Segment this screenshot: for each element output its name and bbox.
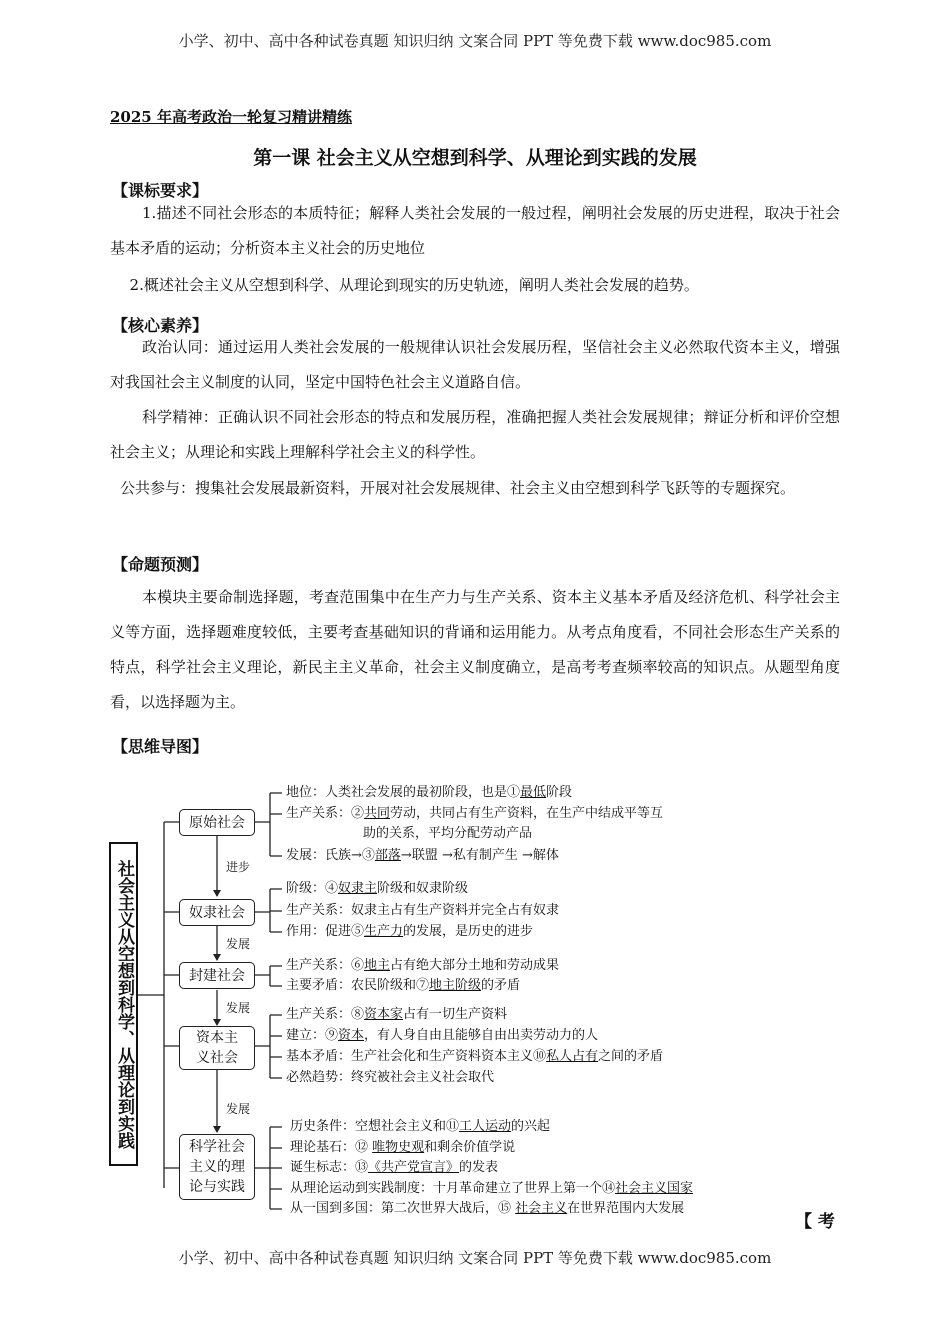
soc-found-tail: 和剩余价值学说	[424, 1140, 516, 1155]
curriculum-item-2	[110, 268, 840, 303]
feudal-contradiction	[286, 976, 520, 996]
arrow-label-progress: 进步	[226, 860, 251, 874]
feudal-contra-tail: 的矛盾	[481, 978, 521, 993]
forecast-paragraph: 本模块主要命制选择题，考查范围集中在生产力与生产关系、资本主义基本矛盾及经济危机、科学社会主义等方面，选择题难度较低，主要考查基础知识的背诵和运用能力。从考点角度看，不同社会形态生产关系的特点，科学社会主义理论，新民主主义革命，社会主义制度确立，是高考考查频率较高的知识点。从题型角度看，以选择题为主。	[110, 588, 840, 711]
primitive-relations-tail: 劳动，共同占有生产资料，在生产中结成平等互	[390, 806, 664, 821]
cap-contra-tail: 之间的矛盾	[598, 1049, 664, 1064]
primitive-relations	[286, 804, 663, 824]
section-heading-mindmap: 【思维导图】	[112, 737, 209, 756]
node-scientific-socialism: 科学社会主义的理论与实践	[179, 1134, 255, 1200]
page-header: 小学、初中、高中各种试卷真题 知识归纳 文案合同 PPT 等免费下载 www.doc985.com	[178, 32, 772, 50]
slave-role	[286, 922, 533, 942]
capitalist-trend: 必然趋势：终究被社会主义社会取代	[286, 1070, 495, 1085]
slave-classes-text: 阶级：④	[286, 881, 339, 896]
answer-5: 生产力	[364, 924, 404, 939]
node-feudal-society: 封建社会	[179, 962, 255, 989]
node-slave-society: 奴隶社会	[179, 899, 255, 926]
socialism-practice	[290, 1179, 693, 1199]
capitalist-contradiction	[286, 1047, 663, 1067]
section-heading-curriculum: 【课标要求】	[112, 181, 209, 200]
answer-6: 地主	[364, 958, 391, 973]
cap-relations-text: 生产关系：⑧	[286, 1007, 365, 1022]
curriculum-item-2-text: 2.概述社会主义从空想到科学、从理论到现实的历史轨迹，阐明人类社会发展的趋势。	[129, 276, 699, 294]
soc-birth-text: 诞生标志：⑬	[290, 1160, 369, 1175]
literacy-public: 公共参与：搜集社会发展最新资料，开展对社会发展规律、社会主义由空想到科学飞跃等的专题探究。	[120, 479, 796, 497]
arrow-label-develop-3: 发展	[226, 1102, 251, 1116]
soc-birth-tail: 的发表	[459, 1160, 499, 1175]
answer-7: 地主阶级	[429, 978, 482, 993]
primitive-bracket	[255, 793, 282, 856]
capitalist-bracket	[255, 1015, 282, 1078]
soc-cond-text: 历史条件：空想社会主义和⑪	[290, 1119, 460, 1134]
slave-relations: 生产关系：奴隶主占有生产资料并完全占有奴隶	[286, 903, 560, 918]
primitive-dev-tail: →联盟 →私有制产生 →解体	[400, 848, 559, 863]
literacy-political: 政治认同：通过运用人类社会发展的一般规律认识社会发展历程，坚信社会主义必然取代资本主义，增强对我国社会主义制度的认同，坚定中国特色社会主义道路自信。	[110, 338, 840, 391]
primitive-status	[286, 783, 572, 803]
series-title: 2025 年高考政治一轮复习精讲精练	[110, 108, 352, 126]
cap-establish-tail: ，有人身自由且能够自由出卖劳动力的人	[364, 1028, 599, 1043]
node-capitalist-society: 资本主义社会	[179, 1026, 255, 1070]
answer-9: 资本	[338, 1028, 365, 1043]
soc-expand-text: 从一国到多国：第二次世界大战后，⑮	[290, 1201, 516, 1216]
section-heading-literacy: 【核心素养】	[112, 316, 209, 335]
capitalist-establish	[286, 1026, 598, 1046]
lesson-title: 第一课 社会主义从空想到科学、从理论到实践的发展	[253, 147, 697, 169]
feudal-relations-text: 生产关系：⑥	[286, 958, 365, 973]
soc-expand-tail: 在世界范围内大发展	[567, 1201, 685, 1216]
answer-12: 唯物史观	[372, 1140, 425, 1155]
slave-classes-tail: 阶级和奴隶阶级	[377, 881, 469, 896]
primitive-dev-text: 发展：氏族→③	[286, 848, 375, 863]
arrow-label-develop-2: 发展	[226, 1001, 251, 1015]
answer-8: 资本家	[364, 1007, 404, 1022]
feudal-contra-text: 主要矛盾：农民阶级和⑦	[286, 978, 430, 993]
socialism-expansion	[290, 1199, 684, 1219]
slave-classes	[286, 879, 468, 899]
literacy-science: 科学精神：正确认识不同社会形态的特点和发展历程，准确把握人类社会发展规律；辩证分析和评价空想社会主义；从理论和实践上理解科学社会主义的科学性。	[110, 408, 840, 461]
mindmap-root: 社会主义从空想到科学、从理论到实践	[109, 842, 138, 1166]
answer-4: 奴隶主	[338, 881, 378, 896]
slave-bracket	[255, 889, 282, 932]
answer-10: 私人占有	[546, 1049, 599, 1064]
answer-2: 共同	[364, 806, 391, 821]
cap-relations-tail: 占有一切生产资料	[403, 1007, 508, 1022]
answer-14: 社会主义国家	[615, 1181, 694, 1196]
soc-found-text: 理论基石：⑫	[290, 1140, 373, 1155]
arrow-label-develop-1: 发展	[226, 937, 251, 951]
slave-role-text: 作用：促进⑤	[286, 924, 365, 939]
section-heading-forecast: 【命题预测】	[112, 555, 209, 574]
primitive-development	[286, 846, 559, 866]
primitive-relations-text: 生产关系：②	[286, 806, 365, 821]
cap-contra-text: 基本矛盾：生产社会化和生产资料资本主义⑩	[286, 1049, 547, 1064]
soc-practice-text: 从理论运动到实践制度：十月革命建立了世界上第一个⑭	[290, 1181, 616, 1196]
socialist-bracket	[255, 1127, 282, 1209]
socialism-conditions	[290, 1117, 550, 1137]
feudal-relations-tail: 占有绝大部分土地和劳动成果	[390, 958, 560, 973]
answer-11: 工人运动	[459, 1119, 512, 1134]
primitive-status-tail: 阶段	[546, 785, 573, 800]
answer-1: 最低	[520, 785, 547, 800]
socialism-foundation	[290, 1138, 515, 1158]
curriculum-item-1: 1.描述不同社会形态的本质特征；解释人类社会发展的一般过程，阐明社会发展的历史进程，取决于社会基本矛盾的运动；分析资本主义社会的历史地位	[110, 204, 840, 257]
feudal-bracket	[255, 966, 282, 986]
feudal-relations	[286, 956, 559, 976]
trailing-heading-fragment: 【 考	[795, 1212, 835, 1232]
answer-15: 社会主义	[515, 1201, 568, 1216]
cap-establish-text: 建立：⑨	[286, 1028, 339, 1043]
page-footer: 小学、初中、高中各种试卷真题 知识归纳 文案合同 PPT 等免费下载 www.doc985.com	[178, 1249, 772, 1267]
primitive-relations-cont: 助的关系，平均分配劳动产品	[363, 826, 533, 841]
soc-cond-tail: 的兴起	[511, 1119, 551, 1134]
capitalist-relations	[286, 1005, 507, 1025]
slave-role-tail: 的发展，是历史的进步	[403, 924, 534, 939]
answer-3: 部落	[374, 848, 401, 863]
node-primitive-society: 原始社会	[179, 809, 255, 836]
answer-13: 《共产党宣言》	[368, 1160, 460, 1175]
socialism-birth	[290, 1158, 498, 1178]
primitive-status-text: 地位：人类社会发展的最初阶段，也是①	[286, 785, 521, 800]
